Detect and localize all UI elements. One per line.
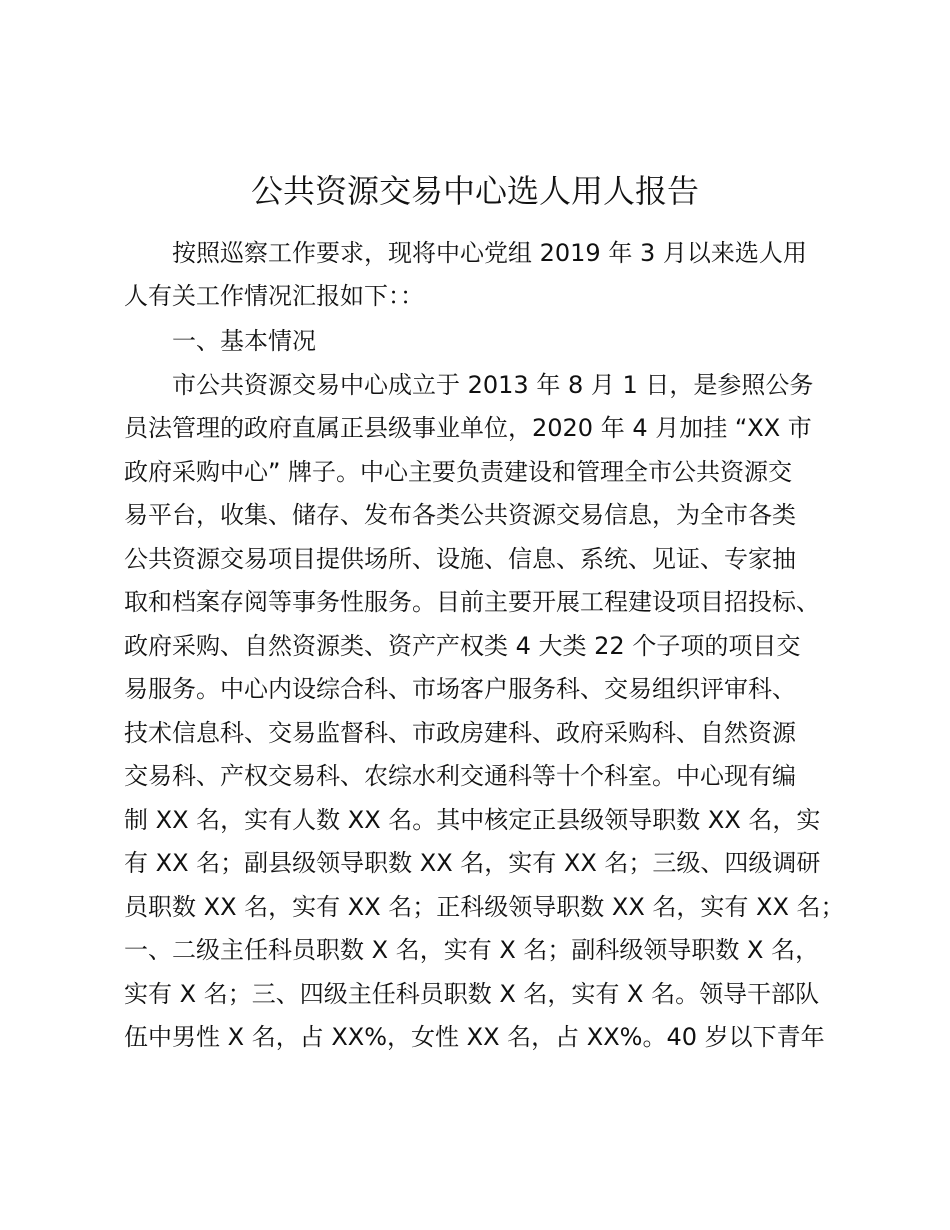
body-line: 政府采购、自然资源类、资产产权类 4 大类 22 个子项的项目交 — [124, 632, 801, 660]
section-heading: 一、基本情况 — [124, 327, 316, 355]
body-line: 市公共资源交易中心成立于 2013 年 8 月 1 日，是参照公务 — [124, 371, 814, 399]
body-line: 易平台，收集、储存、发布各类公共资源交易信息，为全市各类 — [124, 501, 796, 529]
body-line: 一、二级主任科员职数 X 名，实有 X 名；副科级领导职数 X 名， — [124, 936, 820, 964]
body-line: 伍中男性 X 名，占 XX%，女性 XX 名，占 XX%。40 岁以下青年 — [124, 1023, 825, 1051]
body-line: 人有关工作情况汇报如下：： — [124, 282, 424, 310]
body-line: 技术信息科、交易监督科、市政房建科、政府采购科、自然资源 — [124, 719, 796, 747]
document-title: 公共资源交易中心选人用人报告 — [250, 172, 699, 210]
body-line: 制 XX 名，实有人数 XX 名。其中核定正县级领导职数 XX 名，实 — [124, 806, 821, 834]
body-line: 交易科、产权交易科、农综水利交通科等十个科室。中心现有编 — [124, 762, 796, 790]
body-line: 员职数 XX 名，实有 XX 名；正科级领导职数 XX 名，实有 XX 名； — [124, 893, 845, 921]
body-line: 取和档案存阅等事务性服务。目前主要开展工程建设项目招投标、 — [124, 588, 820, 616]
body-line: 实有 X 名；三、四级主任科员职数 X 名，实有 X 名。领导干部队 — [124, 980, 820, 1008]
body-line: 有 XX 名；副县级领导职数 XX 名，实有 XX 名；三级、四级调研 — [124, 849, 821, 877]
body-line: 政府采购中心” 牌子。中心主要负责建设和管理全市公共资源交 — [124, 458, 793, 486]
body-line: 按照巡察工作要求，现将中心党组 2019 年 3 月以来选人用 — [124, 239, 807, 267]
body-line: 员法管理的政府直属正县级事业单位，2020 年 4 月加挂 “XX 市 — [124, 414, 812, 442]
body-line: 公共资源交易项目提供场所、设施、信息、系统、见证、专家抽 — [124, 545, 796, 573]
body-line: 易服务。中心内设综合科、市场客户服务科、交易组织评审科、 — [124, 675, 796, 703]
